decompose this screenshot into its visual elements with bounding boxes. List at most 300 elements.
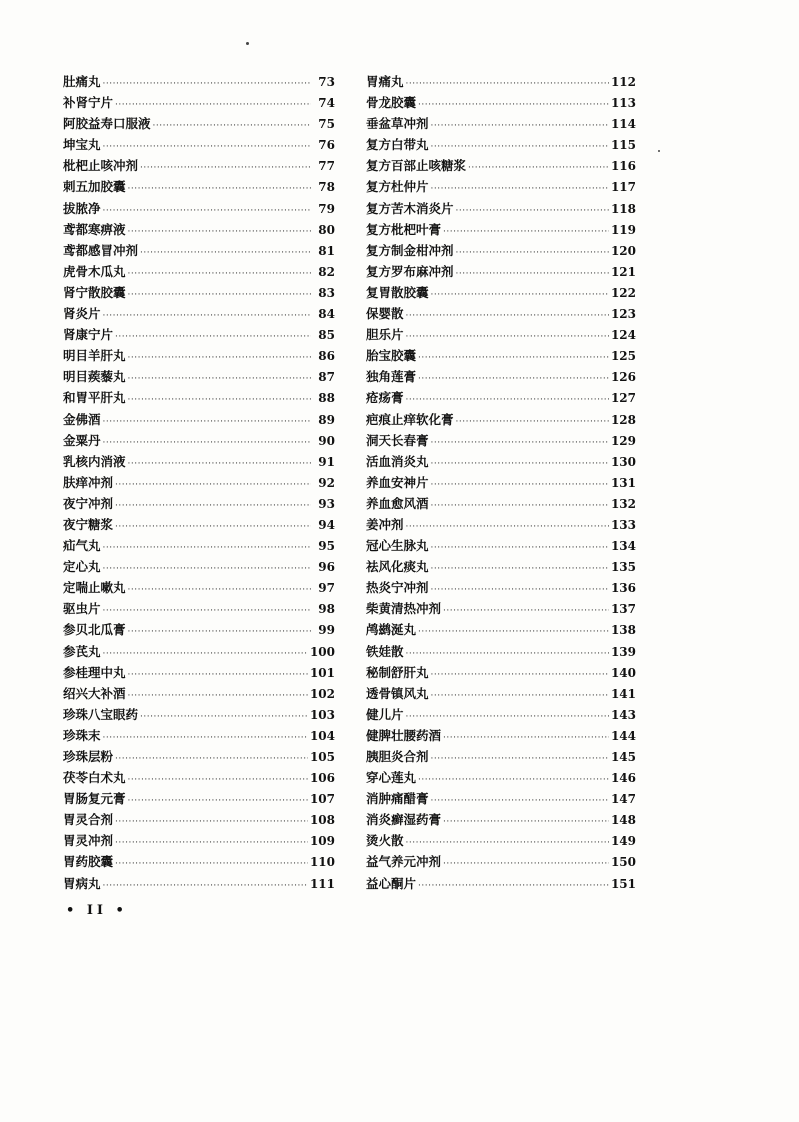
toc-entry-page: 103 xyxy=(309,707,335,722)
toc-entry[interactable] xyxy=(63,874,335,895)
toc-entry-title: 复方制金柑冲剂 xyxy=(366,242,454,258)
toc-entry-page: 77 xyxy=(318,159,335,174)
toc-entry-title: 补肾宁片 xyxy=(63,95,114,111)
toc-entry[interactable] xyxy=(366,388,636,409)
toc-entry[interactable] xyxy=(366,114,636,135)
dot-leader xyxy=(431,501,609,511)
toc-entry-page: 88 xyxy=(318,391,335,406)
toc-entry-title: 冠心生脉丸 xyxy=(366,538,429,554)
dot-leader xyxy=(115,838,308,848)
toc-entry-page: 146 xyxy=(610,771,636,786)
toc-entry-title: 拔脓净 xyxy=(63,200,101,216)
toc-entry[interactable] xyxy=(63,473,335,494)
toc-entry[interactable] xyxy=(63,156,335,177)
toc-entry[interactable] xyxy=(63,536,335,557)
toc-entry-title: 参芪丸 xyxy=(63,643,101,659)
toc-entry[interactable] xyxy=(63,93,335,114)
toc-entry-title: 养血愈风酒 xyxy=(366,495,429,511)
toc-entry-page: 78 xyxy=(318,180,335,195)
dot-leader xyxy=(406,649,609,659)
toc-entry-page: 120 xyxy=(610,243,636,258)
toc-entry-title: 祛风化痰丸 xyxy=(366,559,429,575)
dot-leader xyxy=(431,754,609,764)
toc-entry-title: 肚痛丸 xyxy=(63,74,101,89)
dot-leader xyxy=(115,859,308,869)
toc-entry[interactable] xyxy=(366,684,636,705)
toc-entry-title: 阿胶益寿口服液 xyxy=(63,116,151,132)
toc-entry[interactable] xyxy=(63,789,335,810)
toc-entry-page: 79 xyxy=(318,201,335,216)
toc-entry[interactable] xyxy=(366,810,636,831)
toc-entry-page: 148 xyxy=(610,813,636,828)
dot-leader xyxy=(128,227,311,237)
toc-entry-page: 110 xyxy=(309,855,335,870)
toc-entry-page: 145 xyxy=(610,750,636,764)
toc-entry[interactable] xyxy=(366,241,636,262)
toc-entry-title: 疮疡膏 xyxy=(366,390,404,406)
dot-leader xyxy=(418,775,609,785)
toc-entry-page: 135 xyxy=(610,560,636,575)
dot-leader xyxy=(406,395,609,405)
dot-leader xyxy=(103,79,311,89)
toc-entry[interactable] xyxy=(63,388,335,409)
dot-leader xyxy=(443,859,609,869)
toc-entry[interactable] xyxy=(63,325,335,346)
toc-entry-page: 95 xyxy=(318,539,335,554)
dot-leader xyxy=(153,121,311,131)
dot-leader xyxy=(115,522,311,532)
toc-entry[interactable] xyxy=(366,726,636,747)
toc-entry[interactable] xyxy=(63,494,335,515)
dot-leader xyxy=(418,881,609,891)
toc-entry[interactable] xyxy=(63,262,335,283)
toc-entry[interactable] xyxy=(63,705,335,726)
dot-leader xyxy=(115,754,308,764)
toc-entry-title: 烫火散 xyxy=(366,833,404,849)
toc-entry-title: 疤痕止痒软化膏 xyxy=(366,411,454,427)
dot-leader xyxy=(103,438,311,448)
toc-entry-page: 116 xyxy=(610,159,636,174)
dot-leader xyxy=(431,796,609,806)
dot-leader xyxy=(418,353,609,363)
toc-entry[interactable] xyxy=(63,410,335,431)
toc-entry[interactable] xyxy=(366,852,636,873)
toc-entry-title: 复方枇杷叶膏 xyxy=(366,221,442,237)
dot-leader xyxy=(140,248,311,258)
toc-entry[interactable] xyxy=(366,705,636,726)
toc-entry-title: 驱虫片 xyxy=(63,601,101,617)
toc-entry-title: 铁娃散 xyxy=(366,643,404,659)
toc-entry-title: 热炎宁冲剂 xyxy=(366,580,429,596)
toc-entry-page: 129 xyxy=(610,433,636,448)
toc-entry[interactable] xyxy=(366,431,636,452)
toc-entry-page: 98 xyxy=(318,602,335,617)
dot-leader xyxy=(406,332,609,342)
toc-entry-title: 夜宁冲剂 xyxy=(63,495,114,511)
dot-leader xyxy=(431,585,609,595)
toc-entry[interactable] xyxy=(366,557,636,578)
toc-entry[interactable] xyxy=(366,578,636,599)
scan-speck xyxy=(246,42,249,45)
dot-leader xyxy=(140,163,311,173)
toc-entry-title: 健脾壮腰药酒 xyxy=(366,727,442,743)
toc-entry[interactable] xyxy=(366,599,636,620)
toc-entry-title: 夜宁糖浆 xyxy=(63,516,114,532)
toc-entry-title: 复方百部止咳糖浆 xyxy=(366,158,467,174)
dot-leader xyxy=(418,100,609,110)
toc-entry[interactable] xyxy=(366,283,636,304)
toc-entry-title: 养血安神片 xyxy=(366,474,429,490)
dot-leader xyxy=(431,290,609,300)
toc-entry-page: 144 xyxy=(610,728,636,743)
toc-entry-title: 定心丸 xyxy=(63,559,101,575)
toc-entry[interactable] xyxy=(63,241,335,262)
dot-leader xyxy=(103,606,311,616)
toc-entry-page: 117 xyxy=(610,180,636,195)
toc-entry-title: 健儿片 xyxy=(366,706,404,722)
toc-entry-title: 鸢都感冒冲剂 xyxy=(63,242,139,258)
toc-entry-page: 141 xyxy=(610,686,636,701)
toc-entry-title: 胃灵冲剂 xyxy=(63,833,114,849)
toc-entry-page: 92 xyxy=(318,475,335,490)
toc-entry-page: 96 xyxy=(318,560,335,575)
toc-entry-page: 82 xyxy=(318,264,335,279)
dot-leader xyxy=(431,480,609,490)
dot-leader xyxy=(128,796,308,806)
toc-entry-page: 76 xyxy=(318,138,335,153)
toc-entry-page: 75 xyxy=(318,117,335,132)
toc-entry-title: 益心酮片 xyxy=(366,875,417,891)
toc-entry-title: 复方白带丸 xyxy=(366,137,429,153)
toc-entry-title: 复方罗布麻冲剂 xyxy=(366,263,454,279)
toc-entry-page: 84 xyxy=(318,307,335,322)
toc-entry[interactable] xyxy=(366,536,636,557)
toc-entry-page: 138 xyxy=(610,623,636,638)
toc-entry-title: 肤痒冲剂 xyxy=(63,474,114,490)
dot-leader xyxy=(128,627,311,637)
dot-leader xyxy=(115,817,308,827)
toc-entry[interactable] xyxy=(63,831,335,852)
toc-entry[interactable] xyxy=(366,177,636,198)
toc-entry-title: 肾炎片 xyxy=(63,306,101,322)
toc-entry-title: 活血消炎丸 xyxy=(366,453,429,469)
toc-entry-page: 90 xyxy=(318,433,335,448)
toc-entry-page: 128 xyxy=(610,412,636,427)
toc-entry[interactable] xyxy=(63,684,335,705)
toc-entry[interactable] xyxy=(63,599,335,620)
toc-entry-page: 107 xyxy=(309,792,335,807)
toc-entry[interactable] xyxy=(366,367,636,388)
toc-entry-page: 104 xyxy=(309,728,335,743)
dot-leader xyxy=(103,564,311,574)
toc-entry-title: 金佛酒 xyxy=(63,411,101,427)
toc-entry[interactable] xyxy=(63,747,335,768)
dot-leader xyxy=(103,543,311,553)
toc-entry-page: 100 xyxy=(309,644,335,659)
toc-entry-title: 秘制舒肝丸 xyxy=(366,664,429,680)
toc-entry[interactable] xyxy=(63,304,335,325)
toc-entry[interactable] xyxy=(366,135,636,156)
toc-entry-title: 胎宝胶囊 xyxy=(366,348,417,364)
dot-leader xyxy=(115,480,311,490)
toc-entry[interactable] xyxy=(63,177,335,198)
toc-entry-page: 99 xyxy=(318,623,335,638)
toc-entry[interactable] xyxy=(63,515,335,536)
toc-entry-title: 肾宁散胶囊 xyxy=(63,284,126,300)
toc-entry[interactable] xyxy=(63,346,335,367)
toc-entry[interactable] xyxy=(63,726,335,747)
toc-entry[interactable] xyxy=(63,72,335,93)
dot-leader xyxy=(406,838,609,848)
dot-leader xyxy=(431,691,609,701)
toc-entry-page: 115 xyxy=(610,138,636,153)
dot-leader xyxy=(456,248,609,258)
toc-entry-page: 122 xyxy=(610,285,636,300)
toc-entry-title: 珍珠层粉 xyxy=(63,749,114,764)
toc-entry[interactable] xyxy=(63,220,335,241)
toc-entry[interactable] xyxy=(366,768,636,789)
toc-entry[interactable] xyxy=(63,642,335,663)
toc-entry[interactable] xyxy=(366,410,636,431)
toc-entry-page: 87 xyxy=(318,370,335,385)
dot-leader xyxy=(431,564,609,574)
dot-leader xyxy=(443,817,609,827)
toc-entry-page: 85 xyxy=(318,328,335,343)
toc-entry[interactable] xyxy=(366,874,636,895)
dot-leader xyxy=(456,417,609,427)
toc-entry-page: 130 xyxy=(610,454,636,469)
dot-leader xyxy=(406,712,609,722)
toc-entry-page: 94 xyxy=(318,517,335,532)
toc-entry[interactable] xyxy=(366,93,636,114)
toc-entry-title: 胰胆炎合剂 xyxy=(366,749,429,764)
toc-entry[interactable] xyxy=(366,831,636,852)
toc-entry-page: 105 xyxy=(309,750,335,764)
toc-entry-page: 136 xyxy=(610,581,636,596)
toc-entry-title: 复方杜仲片 xyxy=(366,179,429,195)
toc-entry-title: 独角莲膏 xyxy=(366,369,417,385)
toc-entry-title: 定喘止嗽丸 xyxy=(63,580,126,596)
toc-entry[interactable] xyxy=(366,452,636,473)
dot-leader xyxy=(103,649,308,659)
toc-entry-title: 坤宝丸 xyxy=(63,137,101,153)
toc-entry[interactable] xyxy=(366,262,636,283)
toc-entry-title: 珍珠末 xyxy=(63,727,101,743)
toc-entry-title: 参贝北瓜膏 xyxy=(63,622,126,638)
dot-leader xyxy=(128,374,311,384)
toc-entry-page: 119 xyxy=(610,222,636,237)
toc-entry-title: 消肿痛醋膏 xyxy=(366,791,429,807)
dot-leader xyxy=(431,184,609,194)
toc-entry-page: 106 xyxy=(309,771,335,786)
toc-entry[interactable] xyxy=(366,747,636,768)
toc-entry-page: 147 xyxy=(610,792,636,807)
toc-entry[interactable] xyxy=(63,557,335,578)
toc-entry-title: 乳核内消液 xyxy=(63,453,126,469)
toc-entry[interactable] xyxy=(63,810,335,831)
toc-entry-title: 姜冲剂 xyxy=(366,516,404,532)
toc-entry-page: 102 xyxy=(309,686,335,701)
dot-leader xyxy=(406,79,609,89)
toc-entry-page: 121 xyxy=(610,264,636,279)
toc-entry-page: 74 xyxy=(318,96,335,111)
toc-entry[interactable] xyxy=(366,199,636,220)
toc-entry-page: 114 xyxy=(610,117,636,132)
toc-entry-page: 150 xyxy=(610,855,636,870)
toc-entry-title: 肾康宁片 xyxy=(63,327,114,343)
toc-entry-title: 枇杷止咳冲剂 xyxy=(63,158,139,174)
dot-leader xyxy=(128,184,311,194)
toc-entry-title: 疝气丸 xyxy=(63,538,101,554)
toc-entry-title: 金粟丹 xyxy=(63,432,101,448)
dot-leader xyxy=(431,121,609,131)
toc-entry-page: 118 xyxy=(610,201,636,216)
toc-entry[interactable] xyxy=(366,304,636,325)
toc-entry-page: 125 xyxy=(610,349,636,364)
toc-entry-page: 151 xyxy=(610,876,636,891)
toc-entry[interactable] xyxy=(63,663,335,684)
dot-leader xyxy=(128,269,311,279)
dot-leader xyxy=(128,353,311,363)
toc-entry-page: 124 xyxy=(610,328,636,343)
toc-entry[interactable] xyxy=(63,452,335,473)
dot-leader xyxy=(128,775,308,785)
toc-entry-title: 柴黄清热冲剂 xyxy=(366,601,442,617)
dot-leader xyxy=(103,733,308,743)
dot-leader xyxy=(431,670,609,680)
toc-entry[interactable] xyxy=(366,156,636,177)
toc-entry-title: 胃病丸 xyxy=(63,875,101,891)
dot-leader xyxy=(128,290,311,300)
toc-entry-page: 89 xyxy=(318,412,335,427)
toc-entry[interactable] xyxy=(366,325,636,346)
dot-leader xyxy=(406,522,609,532)
dot-leader xyxy=(431,142,609,152)
toc-entry-page: 134 xyxy=(610,539,636,554)
dot-leader xyxy=(456,206,609,216)
toc-entry[interactable] xyxy=(63,367,335,388)
dot-leader xyxy=(115,332,311,342)
toc-entry-page: 83 xyxy=(318,285,335,300)
toc-entry-title: 胆乐片 xyxy=(366,327,404,343)
toc-entry-title: 胃灵合剂 xyxy=(63,812,114,828)
toc-entry-page: 113 xyxy=(610,96,636,111)
toc-entry-title: 明目蒺藜丸 xyxy=(63,369,126,385)
page-folio: • II • xyxy=(66,903,128,918)
toc-entry-page: 86 xyxy=(318,349,335,364)
toc-entry[interactable] xyxy=(366,663,636,684)
dot-leader xyxy=(128,459,311,469)
toc-entry-title: 复方苦木消炎片 xyxy=(366,200,454,216)
toc-entry-title: 鸬鹚涎丸 xyxy=(366,622,417,638)
dot-leader xyxy=(115,501,311,511)
toc-entry[interactable] xyxy=(63,114,335,135)
dot-leader xyxy=(443,606,609,616)
toc-entry-title: 珍珠八宝眼药 xyxy=(63,706,139,722)
toc-entry[interactable] xyxy=(366,72,636,93)
toc-entry-title: 穿心莲丸 xyxy=(366,770,417,786)
toc-entry-page: 112 xyxy=(610,75,636,89)
dot-leader xyxy=(443,733,609,743)
toc-entry[interactable] xyxy=(63,578,335,599)
toc-entry-page: 80 xyxy=(318,222,335,237)
toc-entry-page: 91 xyxy=(318,454,335,469)
toc-entry[interactable] xyxy=(63,283,335,304)
dot-leader xyxy=(443,227,609,237)
toc-column-left xyxy=(63,72,335,895)
toc-entry-title: 鸢都寒痹液 xyxy=(63,221,126,237)
dot-leader xyxy=(103,142,311,152)
toc-entry-page: 109 xyxy=(309,834,335,849)
toc-entry[interactable] xyxy=(63,431,335,452)
toc-entry[interactable] xyxy=(63,620,335,641)
dot-leader xyxy=(418,374,609,384)
dot-leader xyxy=(431,438,609,448)
toc-entry-page: 140 xyxy=(610,665,636,680)
toc-entry-page: 81 xyxy=(318,243,335,258)
toc-entry-page: 139 xyxy=(610,644,636,659)
toc-entry[interactable] xyxy=(366,473,636,494)
toc-entry[interactable] xyxy=(366,789,636,810)
toc-entry[interactable] xyxy=(63,768,335,789)
dot-leader xyxy=(128,691,308,701)
toc-entry[interactable] xyxy=(366,642,636,663)
toc-entry-title: 刺五加胶囊 xyxy=(63,179,126,195)
toc-entry-title: 明目羊肝丸 xyxy=(63,348,126,364)
dot-leader xyxy=(140,712,308,722)
toc-entry-page: 111 xyxy=(309,876,335,891)
toc-entry-page: 93 xyxy=(318,496,335,511)
toc-entry-title: 消炎癣湿药膏 xyxy=(366,812,442,828)
toc-entry-title: 保婴散 xyxy=(366,306,404,322)
dot-leader xyxy=(128,585,311,595)
dot-leader xyxy=(128,670,308,680)
toc-entry[interactable] xyxy=(366,220,636,241)
toc-entry-title: 骨龙胶囊 xyxy=(366,95,417,111)
dot-leader xyxy=(468,163,609,173)
toc-column-right xyxy=(366,72,636,895)
toc-entry[interactable] xyxy=(63,199,335,220)
dot-leader xyxy=(456,269,609,279)
toc-entry[interactable] xyxy=(366,346,636,367)
toc-entry-page: 132 xyxy=(610,496,636,511)
toc-entry[interactable] xyxy=(63,135,335,156)
toc-entry-title: 绍兴大补酒 xyxy=(63,685,126,701)
dot-leader xyxy=(103,311,311,321)
toc-entry-title: 胃痛丸 xyxy=(366,74,404,89)
dot-leader xyxy=(128,395,311,405)
toc-entry-title: 透骨镇风丸 xyxy=(366,685,429,701)
toc-entry-title: 茯苓白术丸 xyxy=(63,770,126,786)
toc-entry[interactable] xyxy=(366,620,636,641)
toc-entry-page: 108 xyxy=(309,813,335,828)
dot-leader xyxy=(406,311,609,321)
toc-entry-title: 虎骨木瓜丸 xyxy=(63,263,126,279)
toc-entry[interactable] xyxy=(366,515,636,536)
toc-entry-title: 复胃散胶囊 xyxy=(366,284,429,300)
toc-entry-page: 127 xyxy=(610,391,636,406)
toc-entry[interactable] xyxy=(63,852,335,873)
toc-entry-page: 137 xyxy=(610,602,636,617)
toc-entry-title: 益气养元冲剂 xyxy=(366,854,442,870)
toc-entry-title: 洞天长春膏 xyxy=(366,432,429,448)
dot-leader xyxy=(431,543,609,553)
dot-leader xyxy=(103,417,311,427)
toc-entry[interactable] xyxy=(366,494,636,515)
toc-entry-page: 131 xyxy=(610,475,636,490)
toc-entry-title: 垂盆草冲剂 xyxy=(366,116,429,132)
toc-entry-page: 123 xyxy=(610,307,636,322)
